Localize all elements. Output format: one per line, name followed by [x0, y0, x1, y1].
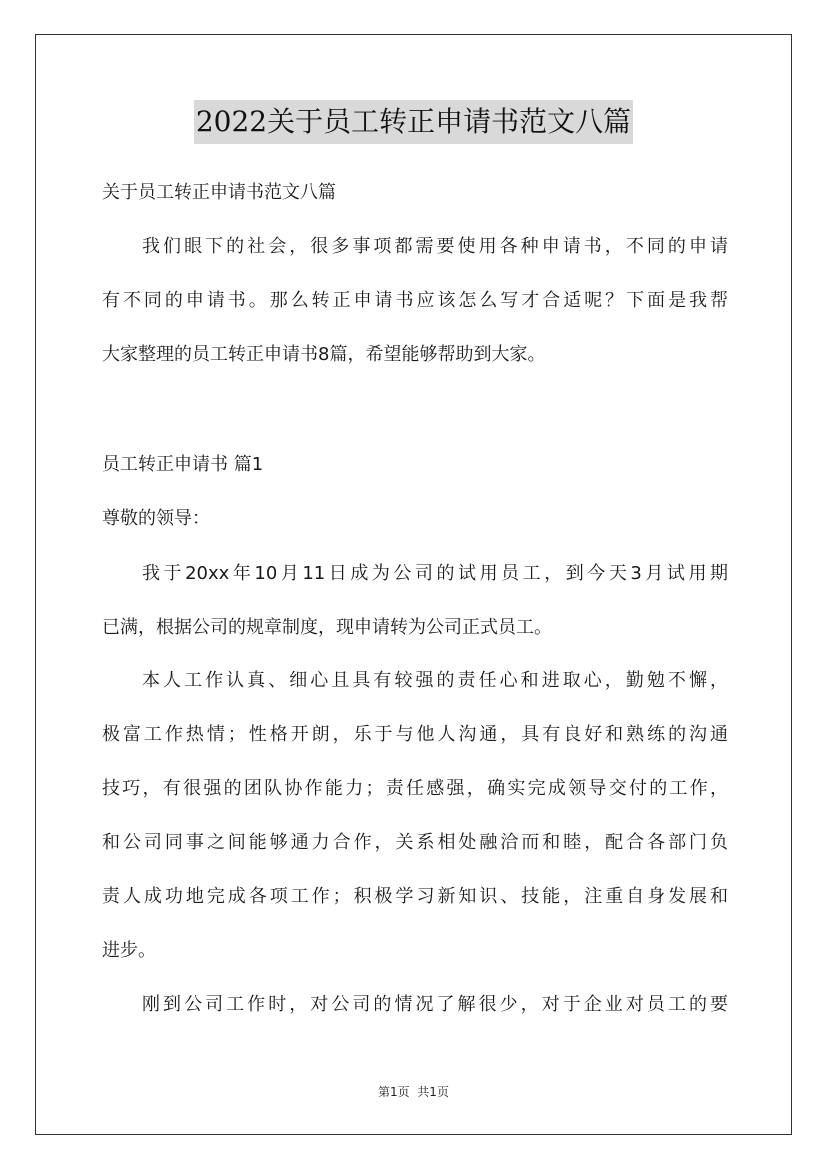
document-title: 2022关于员工转正申请书范文八篇 — [194, 100, 633, 144]
paragraph-2-line-3: 技巧，有很强的团队协作能力；责任感强，确实完成领导交付的工作， — [102, 778, 728, 799]
paragraph-1-line-2: 已满，根据公司的规章制度，现申请转为公司正式员工。 — [102, 617, 552, 638]
intro-line-3: 大家整理的员工转正申请书8篇，希望能够帮助到大家。 — [102, 344, 546, 365]
paragraph-3-line-1: 刚到公司工作时，对公司的情况了解很少，对于企业对员工的要 — [142, 994, 728, 1015]
page-number: 第1页 共1页 — [378, 1085, 449, 1099]
section-heading: 员工转正申请书 篇1 — [102, 454, 264, 475]
paragraph-2-line-2: 极富工作热情；性格开朗，乐于与他人沟通，具有良好和熟练的沟通 — [102, 724, 728, 745]
paragraph-2-line-5: 责人成功地完成各项工作；积极学习新知识、技能，注重自身发展和 — [102, 886, 728, 907]
intro-line-1: 我们眼下的社会，很多事项都需要使用各种申请书，不同的申请 — [142, 236, 728, 257]
paragraph-2-line-6: 进步。 — [102, 940, 156, 961]
intro-line-2: 有不同的申请书。那么转正申请书应该怎么写才合适呢？下面是我帮 — [102, 290, 728, 311]
document-title-block — [0, 100, 827, 144]
paragraph-1-line-1: 我于20xx年10月11日成为公司的试用员工，到今天3月试用期 — [142, 563, 728, 584]
salutation: 尊敬的领导： — [102, 508, 210, 529]
paragraph-2-line-4: 和公司同事之间能够通力合作，关系相处融洽而和睦，配合各部门负 — [102, 832, 728, 853]
paragraph-2-line-1: 本人工作认真、细心且具有较强的责任心和进取心，勤勉不懈， — [142, 670, 728, 691]
page-footer — [0, 1084, 827, 1100]
subtitle-line: 关于员工转正申请书范文八篇 — [102, 182, 336, 203]
